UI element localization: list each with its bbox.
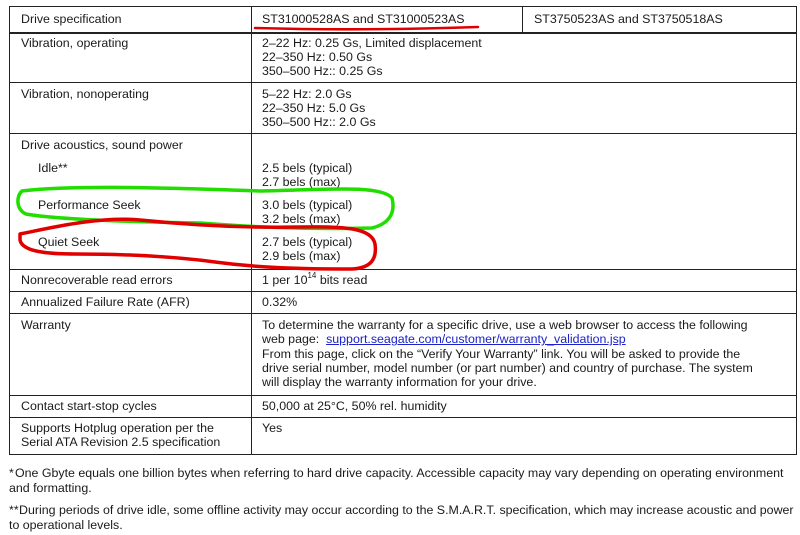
footnote-text: During periods of drive idle, some offline activity may occur according to the S.M.A.R.T. specification, which may increase acoustic and power to operational levels. xyxy=(9,503,794,532)
warranty-text-line: To determine the warranty for a specific drive, use a web browser to access the following xyxy=(262,318,748,332)
idle-label: Idle** xyxy=(38,161,68,175)
vibration-operating-label: Vibration, operating xyxy=(21,36,129,50)
start-stop-label: Contact start-stop cycles xyxy=(21,399,157,413)
vibration-operating-line: 2–22 Hz: 0.25 Gs, Limited displacement xyxy=(262,36,482,50)
afr-value: 0.32% xyxy=(262,295,298,309)
read-errors-label: Nonrecoverable read errors xyxy=(21,273,173,287)
afr-label: Annualized Failure Rate (AFR) xyxy=(21,295,190,309)
quiet-seek-typical: 2.7 bels (typical) xyxy=(262,235,353,249)
vibration-operating-line: 350–500 Hz:: 0.25 Gs xyxy=(262,64,383,78)
idle-max: 2.7 bels (max) xyxy=(262,175,341,189)
quiet-seek-red-oval xyxy=(20,219,375,269)
quiet-seek-max: 2.9 bels (max) xyxy=(262,249,341,263)
quiet-seek-label: Quiet Seek xyxy=(38,235,100,249)
performance-seek-label: Performance Seek xyxy=(38,198,141,212)
read-errors-exponent: 14 xyxy=(307,270,317,280)
performance-seek-typical: 3.0 bels (typical) xyxy=(262,198,353,212)
start-stop-value: 50,000 at 25°C, 50% rel. humidity xyxy=(262,399,447,413)
footnote-mark: * xyxy=(9,466,14,480)
hotplug-label-line: Supports Hotplug operation per the xyxy=(21,421,214,435)
warranty-label: Warranty xyxy=(21,318,71,332)
vibration-nonoperating-label: Vibration, nonoperating xyxy=(21,87,149,101)
warranty-web-page-prefix: web page: xyxy=(262,332,320,346)
read-errors-prefix: 1 per 10 xyxy=(262,273,308,287)
performance-seek-max: 3.2 bels (max) xyxy=(262,212,341,226)
warranty-text-line: From this page, click on the “Verify Your Warranty” link. You will be asked to provide the xyxy=(262,347,741,361)
header-model-b: ST3750523AS and ST3750518AS xyxy=(534,12,723,26)
hotplug-label-line: Serial ATA Revision 2.5 specification xyxy=(21,435,221,449)
vibration-nonoperating-line: 22–350 Hz: 5.0 Gs xyxy=(262,101,366,115)
read-errors-suffix: bits read xyxy=(316,273,368,287)
idle-typical: 2.5 bels (typical) xyxy=(262,161,353,175)
warranty-text-line: will display the warranty information for your drive. xyxy=(262,375,537,389)
warranty-text-line: drive serial number, model number (or part number) and country of purchase. The system xyxy=(262,361,753,375)
hotplug-value: Yes xyxy=(262,421,283,435)
footnote-text: One Gbyte equals one billion bytes when referring to hard drive capacity. Accessible capacity may vary depending on operating environment and formatting. xyxy=(9,466,784,495)
warranty-link[interactable]: support.seagate.com/customer/warranty_validation.jsp xyxy=(326,332,626,346)
vibration-nonoperating-line: 5–22 Hz: 2.0 Gs xyxy=(262,87,352,101)
vibration-nonoperating-line: 350–500 Hz:: 2.0 Gs xyxy=(262,115,376,129)
acoustics-label: Drive acoustics, sound power xyxy=(21,138,183,152)
header-model-a: ST31000528AS and ST31000523AS xyxy=(262,12,465,26)
model-underline-annotation xyxy=(255,27,478,29)
header-spec-label: Drive specification xyxy=(21,12,122,26)
vibration-operating-line: 22–350 Hz: 0.50 Gs xyxy=(262,50,373,64)
footnote-mark: ** xyxy=(9,503,19,517)
